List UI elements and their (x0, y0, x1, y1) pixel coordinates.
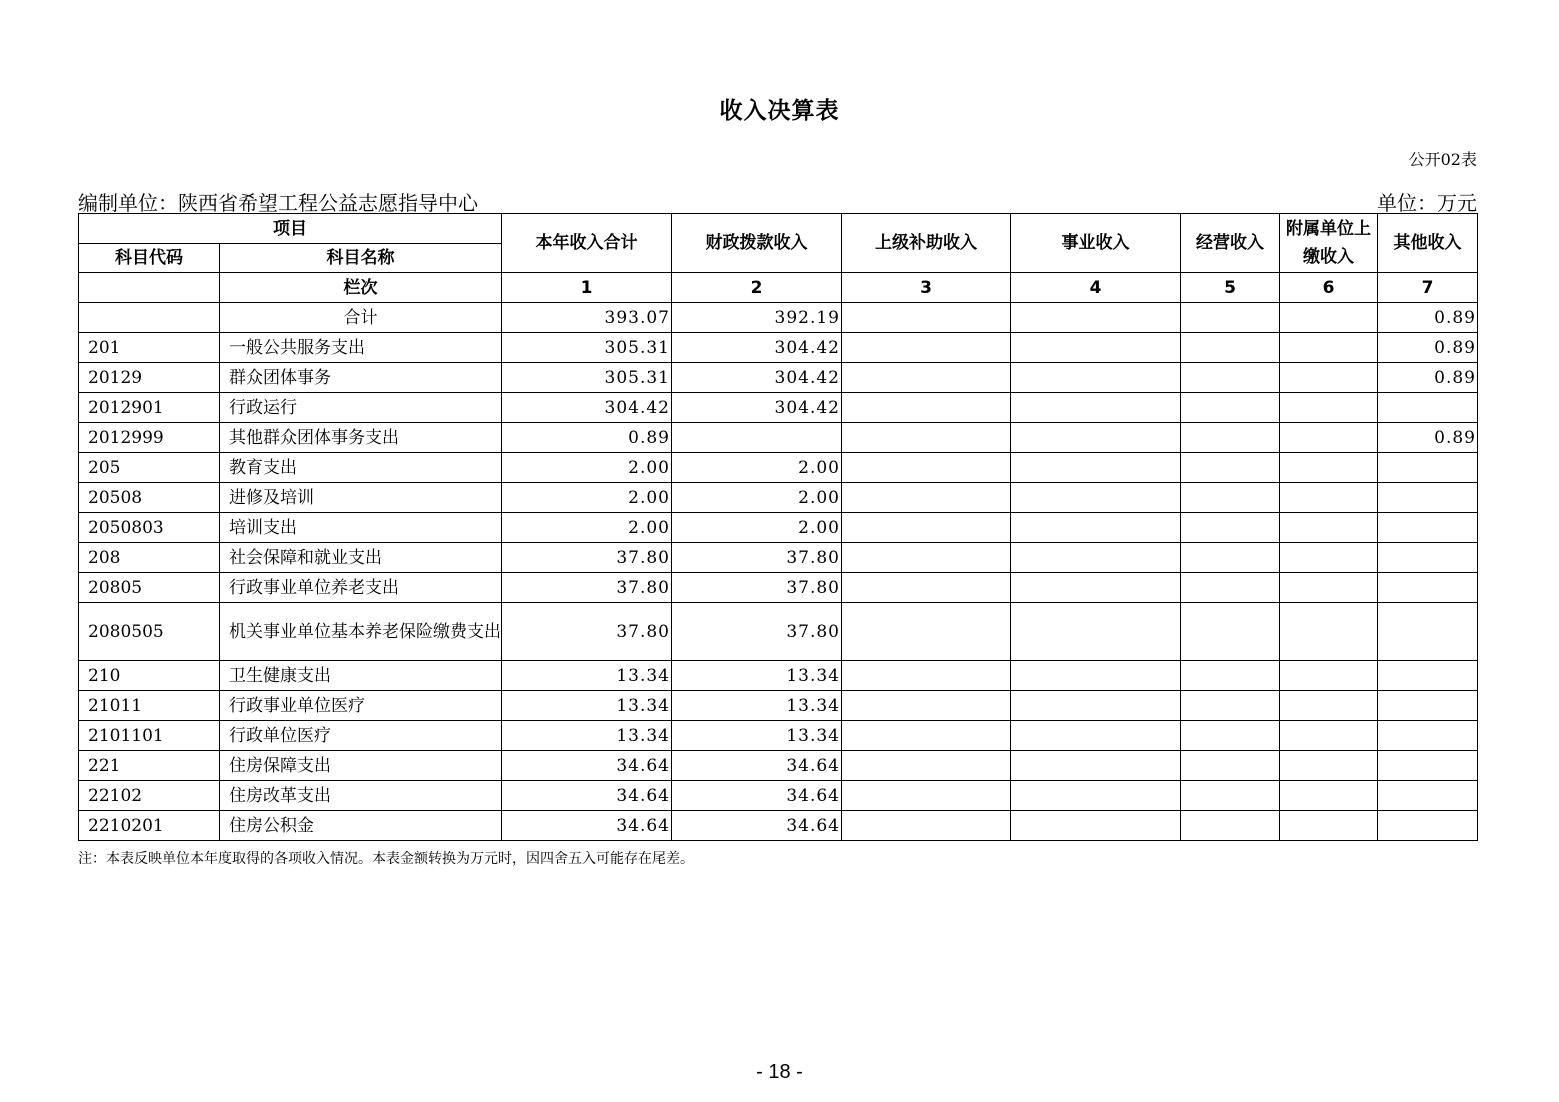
column-number: 6 (1280, 273, 1378, 303)
form-number: 公开02表 (1408, 150, 1477, 169)
row-other-value: 0.89 (1378, 363, 1478, 393)
row-superior-value (842, 751, 1011, 781)
row-total-value: 393.07 (502, 303, 672, 333)
row-operating-value (1181, 363, 1280, 393)
header-business: 事业收入 (1011, 214, 1181, 273)
row-operating-value (1181, 303, 1280, 333)
row-name: 其他群众团体事务支出 (220, 423, 502, 453)
row-superior-value (842, 513, 1011, 543)
row-business-value (1011, 303, 1181, 333)
row-operating-value (1181, 811, 1280, 841)
row-code: 2050803 (79, 513, 220, 543)
column-number: 7 (1378, 273, 1478, 303)
row-superior-value (842, 691, 1011, 721)
row-total-value: 34.64 (502, 781, 672, 811)
row-fiscal-value: 392.19 (672, 303, 842, 333)
header-code: 科目代码 (79, 244, 220, 273)
row-total-value: 37.80 (502, 603, 672, 661)
header-superior: 上级补助收入 (842, 214, 1011, 273)
row-superior-value (842, 303, 1011, 333)
row-code: 20805 (79, 573, 220, 603)
table-row (79, 483, 1478, 513)
row-code: 210 (79, 661, 220, 691)
header-item: 项目 (79, 214, 502, 244)
row-name: 机关事业单位基本养老保险缴费支出 (220, 603, 502, 661)
row-other-value: 0.89 (1378, 333, 1478, 363)
row-fiscal-value: 34.64 (672, 781, 842, 811)
row-name: 教育支出 (220, 453, 502, 483)
table-row (79, 811, 1478, 841)
row-other-value (1378, 661, 1478, 691)
row-code: 20129 (79, 363, 220, 393)
row-total-value: 2.00 (502, 453, 672, 483)
row-affiliated-value (1280, 543, 1378, 573)
row-total-value: 13.34 (502, 661, 672, 691)
row-total-value: 13.34 (502, 691, 672, 721)
row-fiscal-value: 37.80 (672, 573, 842, 603)
table-row (79, 303, 1478, 333)
row-other-value (1378, 483, 1478, 513)
table-row (79, 573, 1478, 603)
row-name: 住房保障支出 (220, 751, 502, 781)
row-business-value (1011, 393, 1181, 423)
table-row (79, 543, 1478, 573)
table-row (79, 513, 1478, 543)
row-superior-value (842, 661, 1011, 691)
row-other-value (1378, 721, 1478, 751)
row-business-value (1011, 781, 1181, 811)
row-other-value (1378, 811, 1478, 841)
row-superior-value (842, 603, 1011, 661)
row-business-value (1011, 453, 1181, 483)
row-other-value (1378, 603, 1478, 661)
row-operating-value (1181, 333, 1280, 363)
row-fiscal-value: 304.42 (672, 333, 842, 363)
row-business-value (1011, 751, 1181, 781)
column-number: 2 (672, 273, 842, 303)
row-code: 2012901 (79, 393, 220, 423)
row-code: 2080505 (79, 603, 220, 661)
row-operating-value (1181, 483, 1280, 513)
row-operating-value (1181, 603, 1280, 661)
row-code: 2101101 (79, 721, 220, 751)
row-code: 201 (79, 333, 220, 363)
row-operating-value (1181, 721, 1280, 751)
row-superior-value (842, 483, 1011, 513)
column-number: 1 (502, 273, 672, 303)
row-fiscal-value: 37.80 (672, 543, 842, 573)
row-superior-value (842, 721, 1011, 751)
row-name: 进修及培训 (220, 483, 502, 513)
row-other-value (1378, 453, 1478, 483)
row-business-value (1011, 661, 1181, 691)
row-total-value: 304.42 (502, 393, 672, 423)
row-affiliated-value (1280, 483, 1378, 513)
compiling-unit: 编制单位：陕西省希望工程公益志愿指导中心 (78, 191, 478, 215)
row-total-value: 0.89 (502, 423, 672, 453)
row-fiscal-value: 13.34 (672, 661, 842, 691)
row-total-value: 305.31 (502, 363, 672, 393)
table-row (79, 691, 1478, 721)
row-code: 2012999 (79, 423, 220, 453)
header-blank (79, 273, 220, 303)
header-affiliated: 附属单位上缴收入 (1280, 214, 1378, 273)
row-code: 221 (79, 751, 220, 781)
row-fiscal-value: 13.34 (672, 721, 842, 751)
row-code: 2210201 (79, 811, 220, 841)
row-operating-value (1181, 393, 1280, 423)
row-business-value (1011, 691, 1181, 721)
row-name: 卫生健康支出 (220, 661, 502, 691)
row-affiliated-value (1280, 363, 1378, 393)
row-other-value (1378, 513, 1478, 543)
row-operating-value (1181, 453, 1280, 483)
row-fiscal-value: 304.42 (672, 393, 842, 423)
row-fiscal-value: 2.00 (672, 513, 842, 543)
table-row (79, 423, 1478, 453)
row-affiliated-value (1280, 303, 1378, 333)
row-other-value (1378, 751, 1478, 781)
row-other-value: 0.89 (1378, 303, 1478, 333)
row-affiliated-value (1280, 393, 1378, 423)
row-other-value (1378, 393, 1478, 423)
row-affiliated-value (1280, 513, 1378, 543)
table-row (79, 781, 1478, 811)
row-code: 22102 (79, 781, 220, 811)
row-business-value (1011, 811, 1181, 841)
row-affiliated-value (1280, 691, 1378, 721)
row-total-value: 13.34 (502, 721, 672, 751)
row-superior-value (842, 333, 1011, 363)
row-name: 住房改革支出 (220, 781, 502, 811)
row-affiliated-value (1280, 573, 1378, 603)
page-number: - 18 - (756, 1061, 803, 1083)
footnote: 注：本表反映单位本年度取得的各项收入情况。本表金额转换为万元时，因四舍五入可能存在尾差。 (78, 851, 694, 867)
row-fiscal-value: 34.64 (672, 751, 842, 781)
row-name: 住房公积金 (220, 811, 502, 841)
row-operating-value (1181, 781, 1280, 811)
row-code: 208 (79, 543, 220, 573)
row-business-value (1011, 543, 1181, 573)
row-business-value (1011, 423, 1181, 453)
row-name: 行政事业单位医疗 (220, 691, 502, 721)
page-title: 收入决算表 (719, 98, 840, 124)
row-name: 社会保障和就业支出 (220, 543, 502, 573)
column-number: 4 (1011, 273, 1181, 303)
income-table (78, 213, 1478, 841)
row-fiscal-value: 34.64 (672, 811, 842, 841)
row-superior-value (842, 453, 1011, 483)
table-row (79, 333, 1478, 363)
row-affiliated-value (1280, 453, 1378, 483)
row-other-value (1378, 781, 1478, 811)
row-affiliated-value (1280, 781, 1378, 811)
table-body (79, 303, 1478, 841)
row-other-value (1378, 691, 1478, 721)
row-fiscal-value: 2.00 (672, 453, 842, 483)
row-operating-value (1181, 751, 1280, 781)
row-name: 一般公共服务支出 (220, 333, 502, 363)
header-row-label: 栏次 (220, 273, 502, 303)
row-superior-value (842, 363, 1011, 393)
row-affiliated-value (1280, 811, 1378, 841)
table-row (79, 363, 1478, 393)
row-operating-value (1181, 661, 1280, 691)
row-fiscal-value: 13.34 (672, 691, 842, 721)
row-name: 行政运行 (220, 393, 502, 423)
row-code: 205 (79, 453, 220, 483)
row-affiliated-value (1280, 721, 1378, 751)
row-code (79, 303, 220, 333)
table-row (79, 453, 1478, 483)
row-operating-value (1181, 543, 1280, 573)
row-operating-value (1181, 573, 1280, 603)
header-name: 科目名称 (220, 244, 502, 273)
row-business-value (1011, 721, 1181, 751)
row-fiscal-value: 37.80 (672, 603, 842, 661)
table-row (79, 751, 1478, 781)
header-total: 本年收入合计 (502, 214, 672, 273)
row-other-value (1378, 573, 1478, 603)
row-operating-value (1181, 423, 1280, 453)
row-business-value (1011, 363, 1181, 393)
header-fiscal: 财政拨款收入 (672, 214, 842, 273)
row-affiliated-value (1280, 661, 1378, 691)
row-business-value (1011, 603, 1181, 661)
row-code: 20508 (79, 483, 220, 513)
header-other: 其他收入 (1378, 214, 1478, 273)
row-fiscal-value: 304.42 (672, 363, 842, 393)
row-affiliated-value (1280, 751, 1378, 781)
row-operating-value (1181, 513, 1280, 543)
row-business-value (1011, 513, 1181, 543)
row-superior-value (842, 811, 1011, 841)
row-affiliated-value (1280, 423, 1378, 453)
row-name: 合计 (220, 303, 502, 333)
row-business-value (1011, 483, 1181, 513)
row-superior-value (842, 573, 1011, 603)
row-total-value: 305.31 (502, 333, 672, 363)
row-total-value: 34.64 (502, 811, 672, 841)
row-operating-value (1181, 691, 1280, 721)
row-superior-value (842, 393, 1011, 423)
row-name: 培训支出 (220, 513, 502, 543)
row-affiliated-value (1280, 333, 1378, 363)
row-fiscal-value (672, 423, 842, 453)
row-total-value: 37.80 (502, 543, 672, 573)
table-row (79, 393, 1478, 423)
row-name: 群众团体事务 (220, 363, 502, 393)
row-fiscal-value: 2.00 (672, 483, 842, 513)
table-row (79, 603, 1478, 661)
row-total-value: 37.80 (502, 573, 672, 603)
table-row (79, 661, 1478, 691)
row-affiliated-value (1280, 603, 1378, 661)
row-name: 行政事业单位养老支出 (220, 573, 502, 603)
column-number: 5 (1181, 273, 1280, 303)
column-number: 3 (842, 273, 1011, 303)
row-total-value: 34.64 (502, 751, 672, 781)
currency-unit: 单位：万元 (1377, 191, 1477, 215)
header-operating: 经营收入 (1181, 214, 1280, 273)
row-other-value (1378, 543, 1478, 573)
row-name: 行政单位医疗 (220, 721, 502, 751)
row-superior-value (842, 423, 1011, 453)
row-other-value: 0.89 (1378, 423, 1478, 453)
row-total-value: 2.00 (502, 513, 672, 543)
row-total-value: 2.00 (502, 483, 672, 513)
table-row (79, 721, 1478, 751)
row-code: 21011 (79, 691, 220, 721)
row-business-value (1011, 573, 1181, 603)
row-business-value (1011, 333, 1181, 363)
row-superior-value (842, 781, 1011, 811)
row-superior-value (842, 543, 1011, 573)
